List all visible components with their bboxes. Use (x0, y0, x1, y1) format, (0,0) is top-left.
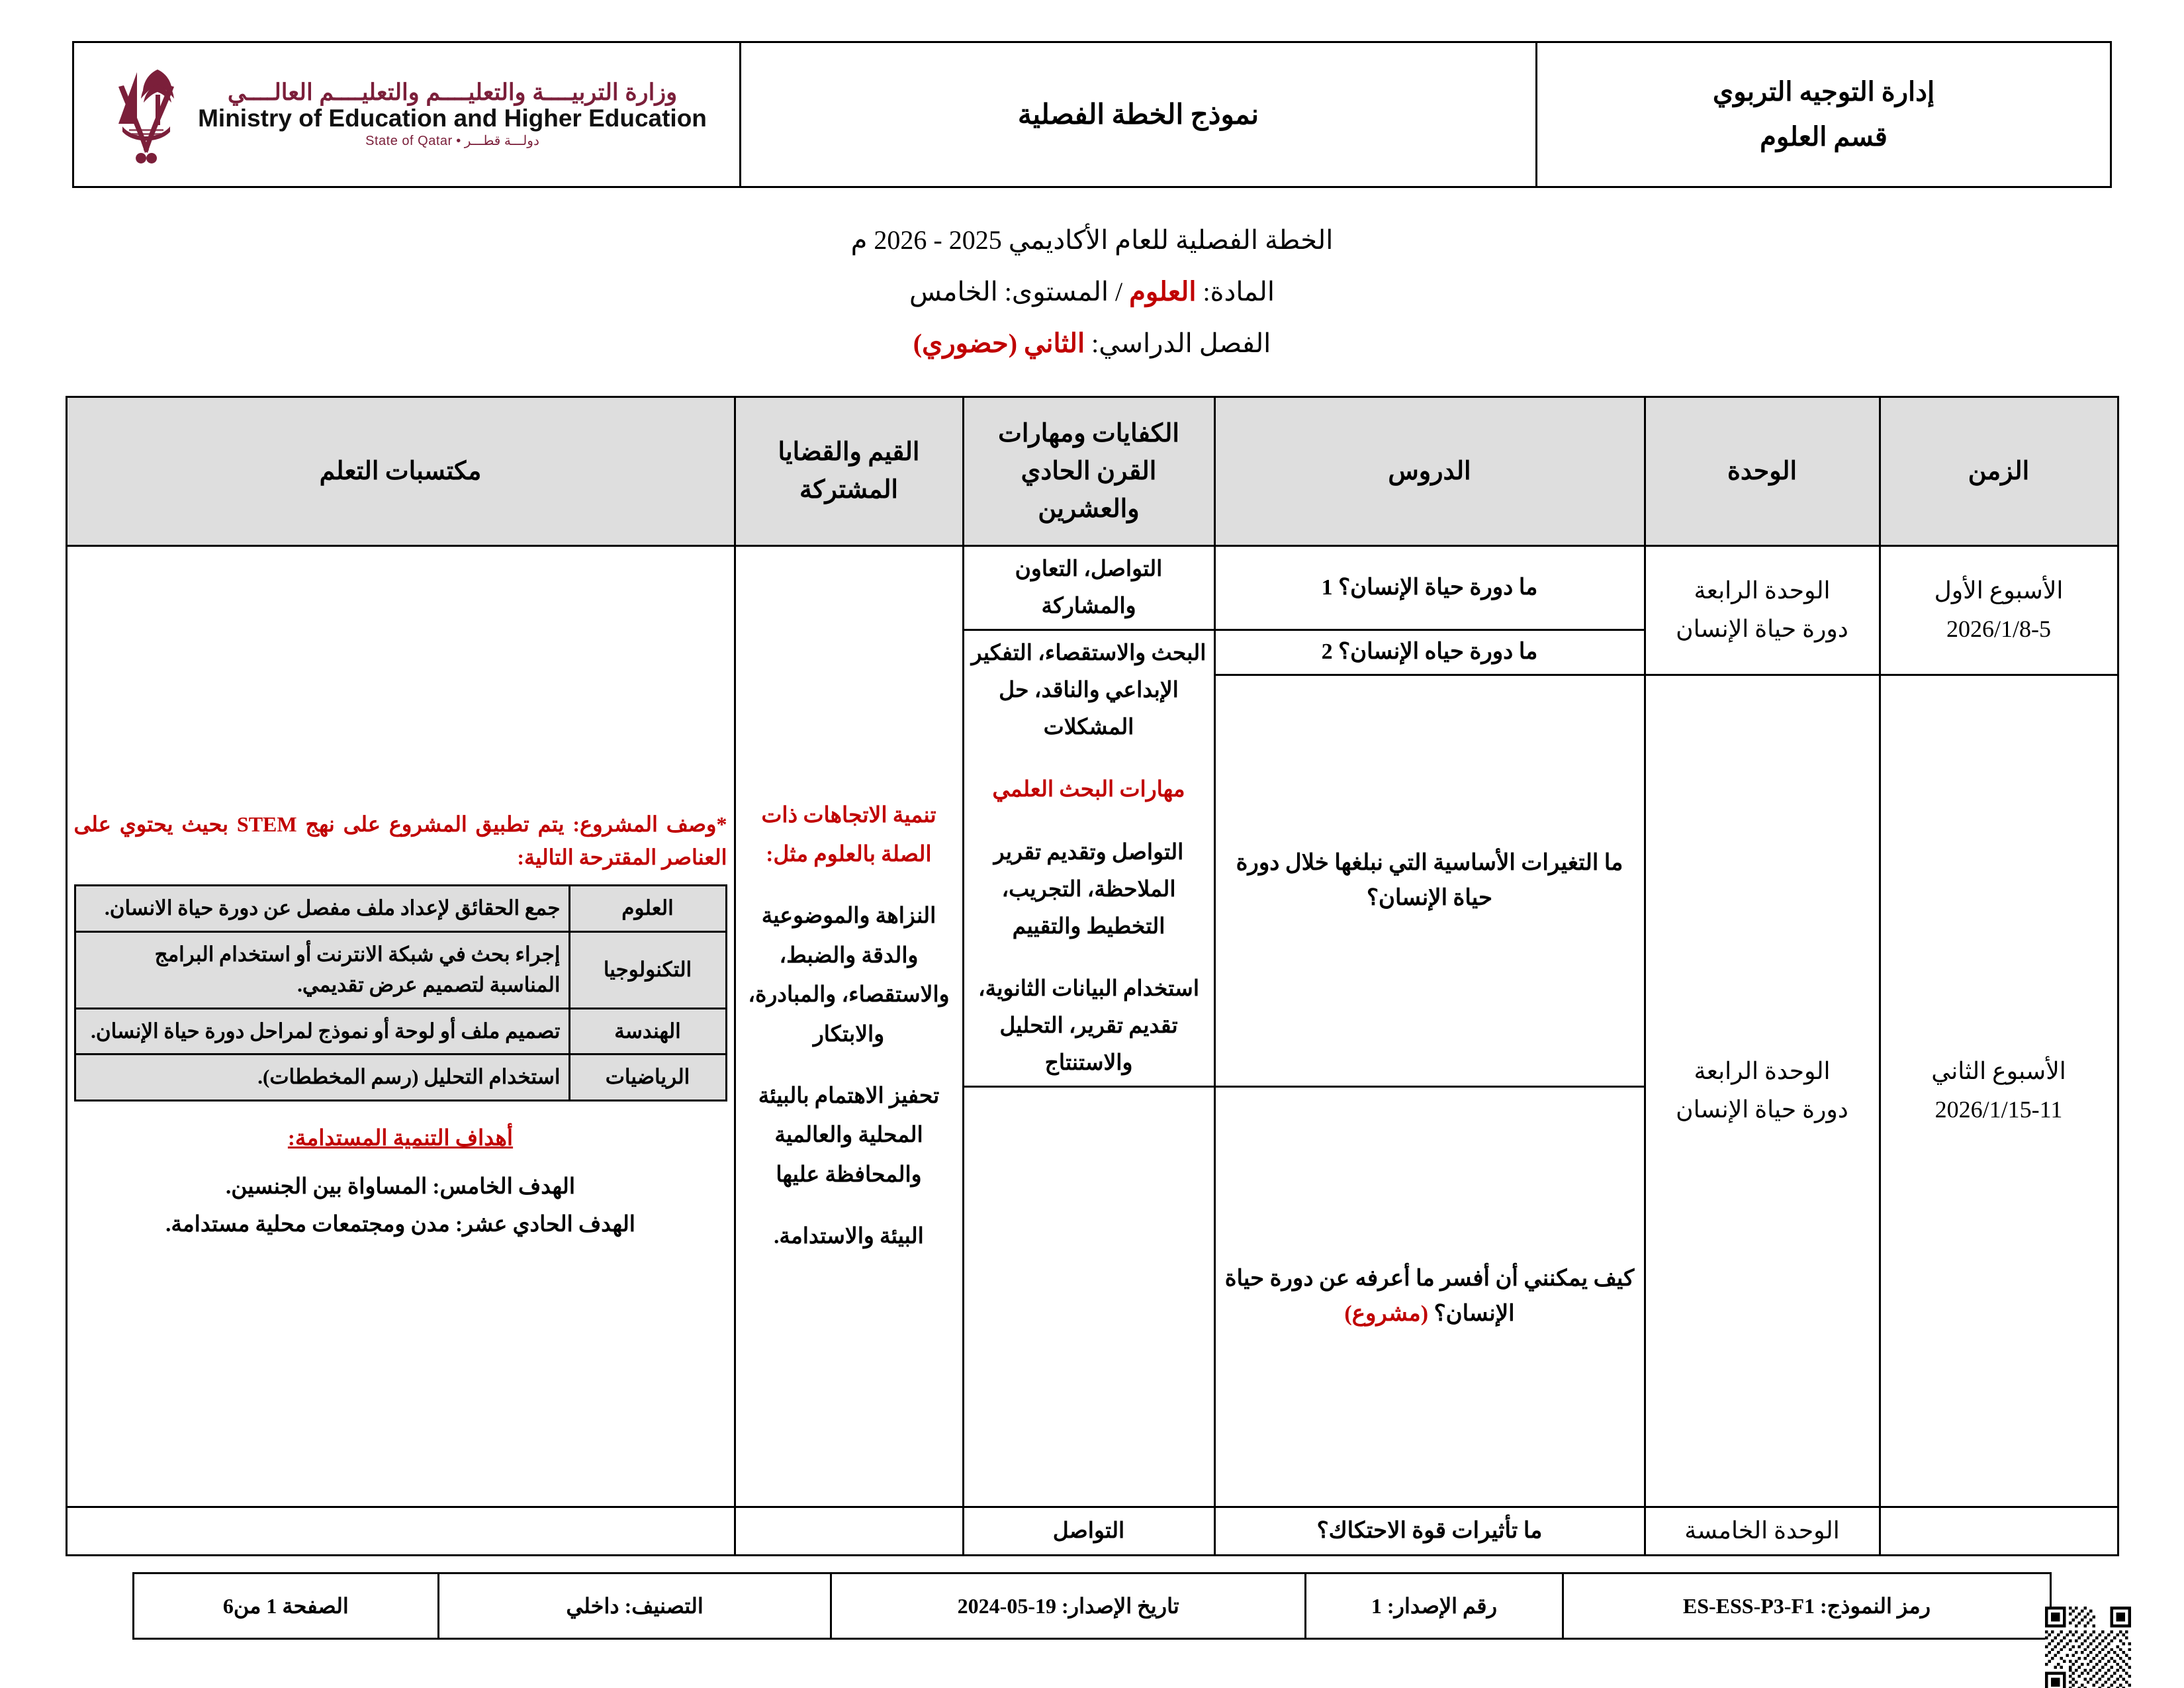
lesson-4-project-tag: (مشروع) (1344, 1301, 1429, 1327)
time-cell-week2 (1880, 675, 2118, 1507)
stem-text-science: جمع الحقائق لإعداد ملف مفصل عن دورة حياة الانسان. (75, 886, 569, 932)
semester-plan-table (66, 396, 2119, 1556)
outcomes-cell-empty (66, 1507, 735, 1556)
skills-item-research: البحث والاستقصاء، التفكير الإبداعي والناقد، حل المشكلات (971, 641, 1206, 740)
project-description-prefix: *وصف المشروع: يتم تطبيق المشروع على نهج (296, 812, 727, 837)
table-row (66, 546, 2118, 630)
table-header-row (66, 397, 2118, 546)
subject-and-grade-line (0, 266, 2184, 318)
unit4-name: الوحدة الرابعة (1694, 577, 1831, 604)
department-section: قسم العلوم (1760, 122, 1888, 152)
values-cell-empty (735, 1507, 963, 1556)
unit-cell-week1 (1645, 546, 1880, 675)
document-page (0, 41, 2184, 1688)
unit-cell-week2 (1645, 675, 1880, 1507)
unit-cell-unit5: الوحدة الخامسة (1645, 1507, 1880, 1556)
stem-row-science (75, 886, 726, 932)
state-of-qatar-label: دولـــة قطـــر • State of Qatar (365, 134, 539, 149)
unit4-name-repeat: الوحدة الرابعة (1694, 1058, 1831, 1085)
stem-label-engineering: الهندسة (569, 1008, 726, 1055)
semester-line (0, 318, 2184, 369)
column-header-outcomes: مكتسبات التعلم (66, 397, 735, 546)
values-cell (735, 546, 963, 1507)
week1-name: الأسبوع الأول (1934, 577, 2064, 604)
skills-item-secondary-data: استخدام البيانات الثانوية، تقديم تقرير، التحليل والاستنتاج (978, 976, 1199, 1076)
semester-label: الفصل الدراسي: (1085, 328, 1271, 358)
week1-date: 2026/1/8-5 (1946, 615, 2051, 642)
time-cell-week1 (1880, 546, 2118, 675)
ministry-logo-cell (73, 42, 741, 187)
stem-label: STEM (236, 812, 297, 837)
project-description-suffix: بحيث يحتوي على العناصر المقترحة التالية: (73, 812, 727, 869)
unit4-subtitle-repeat: دورة حياة الإنسان (1676, 1096, 1848, 1123)
column-header-time: الزمن (1880, 397, 2118, 546)
outcomes-cell (66, 546, 735, 1507)
subject-value: العلوم (1129, 277, 1197, 306)
qr-code-icon (2045, 1607, 2131, 1688)
header-row (73, 42, 2111, 187)
column-header-unit: الوحدة (1645, 397, 1880, 546)
footer-page-number: الصفحة 1 من6 (134, 1573, 439, 1638)
skills-cell-3: التواصل (963, 1507, 1214, 1556)
stem-label-mathematics: الرياضيات (569, 1055, 726, 1101)
qatar-emblem-icon (107, 60, 186, 169)
project-description (74, 808, 727, 874)
skills-heading-scientific-research: مهارات البحث العلمي (992, 778, 1185, 802)
lesson-cell-1: ما دورة حياة الإنسان؟ 1 (1214, 546, 1645, 630)
ministry-name-english: Ministry of Education and Higher Education (198, 105, 707, 132)
semester-value: الثاني (حضوري) (913, 328, 1085, 358)
skills-cell-2 (963, 630, 1214, 1087)
footer-row (134, 1573, 2051, 1638)
values-item-2: تحفيز الاهتمام بالبيئة المحلية والعالمية والمحافظة عليها (758, 1084, 940, 1187)
table-row (66, 1507, 2118, 1556)
time-cell-empty (1880, 1507, 2118, 1556)
stem-label-technology: التكنولوجيا (569, 931, 726, 1008)
stem-label-science: العلوم (569, 886, 726, 932)
stem-text-mathematics: استخدام التحليل (رسم المخططات). (75, 1055, 569, 1101)
column-header-skills: الكفايات ومهارات القرن الحادي والعشرين (963, 397, 1214, 546)
ministry-logo-text (198, 81, 707, 149)
values-heading: تنمية الاتجاهات ذات الصلة بالعلوم مثل: (761, 803, 936, 867)
department-name: إدارة التوجيه التربوي (1712, 77, 1935, 107)
department-cell (1537, 42, 2111, 187)
stem-row-engineering (75, 1008, 726, 1055)
lesson-cell-2: ما دورة حياه الإنسان؟ 2 (1214, 630, 1645, 675)
values-item-3: البيئة والاستدامة. (774, 1225, 924, 1249)
form-title-cell (741, 42, 1537, 187)
column-header-values: القيم والقضايا المشتركة (735, 397, 963, 546)
plan-title-block (0, 214, 2184, 369)
footer-issue-date: تاريخ الإصدار: 19-05-2024 (831, 1573, 1306, 1638)
ministry-logo (81, 60, 733, 169)
document-header-table (72, 41, 2112, 188)
academic-year-title: الخطة الفصلية للعام الأكاديمي 2025 - 2026 م (850, 225, 1334, 255)
form-title: نموذج الخطة الفصلية (1017, 100, 1259, 130)
stem-components-table (74, 884, 727, 1102)
grade-value: / المستوى: الخامس (909, 277, 1130, 306)
footer-classification: التصنيف: داخلي (438, 1573, 831, 1638)
lesson-4-text: كيف يمكنني أن أفسر ما أعرفه عن دورة حياة الإنسان؟ (1224, 1266, 1635, 1327)
values-item-1: النزاهة والموضوعية والدقة والضبط، والاستقصاء، والمبادرة، والابتكار (748, 904, 950, 1047)
week2-name: الأسبوع الثاني (1931, 1058, 2066, 1085)
document-footer-table (132, 1572, 2052, 1640)
lesson-cell-5: ما تأثيرات قوة الاحتكاك؟ (1214, 1507, 1645, 1556)
unit4-subtitle: دورة حياة الإنسان (1676, 615, 1848, 642)
stem-text-technology: إجراء بحث في شبكة الانترنت أو استخدام البرامج المناسبة لتصميم عرض تقديمي. (75, 931, 569, 1008)
footer-issue-number: رقم الإصدار: 1 (1305, 1573, 1563, 1638)
lesson-cell-3: ما التغيرات الأساسية التي نبلغها خلال دورة حياة الإنسان؟ (1214, 675, 1645, 1086)
stem-text-engineering: تصميم ملف أو لوحة أو نموذج لمراحل دورة حياة الإنسان. (75, 1008, 569, 1055)
stem-row-mathematics (75, 1055, 726, 1101)
footer-form-code: رمز النموذج: ES-ESS-P3-F1 (1563, 1573, 2050, 1638)
sdg-goal-5: الهدف الخامس: المساواة بين الجنسين. (226, 1174, 575, 1199)
subject-label: المادة: (1196, 277, 1275, 306)
week2-date: 2026/1/15-11 (1934, 1096, 2063, 1123)
skills-item-communication-report: التواصل وتقديم تقرير الملاحظة، التجريب، التخطيط والتقييم (993, 840, 1184, 939)
stem-row-technology (75, 931, 726, 1008)
skills-cell-1: التواصل، التعاون والمشاركة (963, 546, 1214, 630)
lesson-cell-4 (1214, 1087, 1645, 1507)
ministry-name-arabic: وزارة التربيــــة والتعليــــم والتعليــــم العالــــي (227, 79, 678, 105)
column-header-lessons: الدروس (1214, 397, 1645, 546)
sdg-heading: أهداف التنمية المستدامة: (287, 1126, 514, 1150)
sdg-goal-11: الهدف الحادي عشر: مدن ومجتمعات محلية مستدامة. (165, 1213, 635, 1237)
